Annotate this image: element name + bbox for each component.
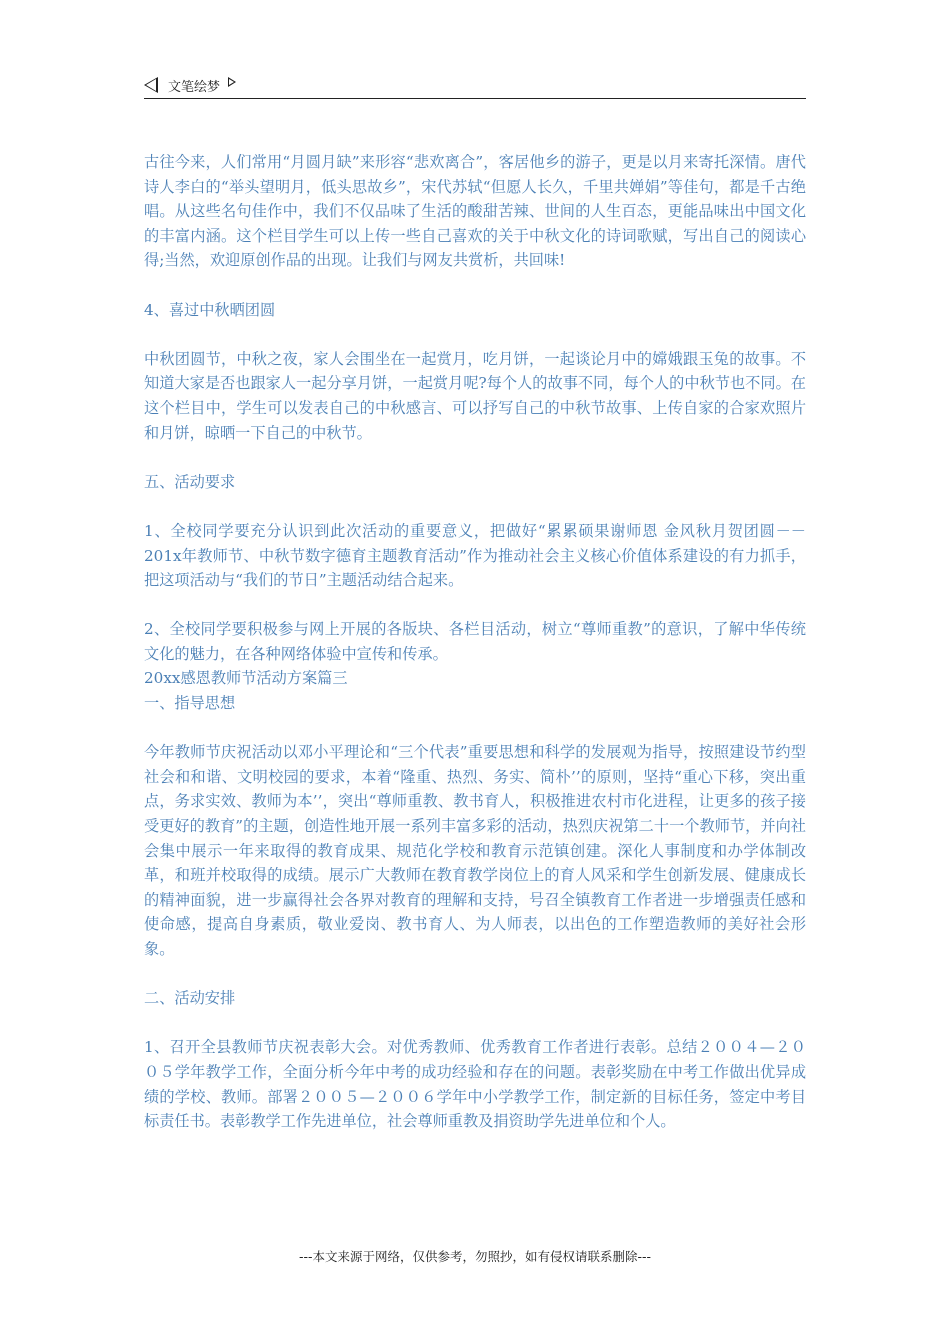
section-heading-arrangement: 二、活动安排: [144, 989, 236, 1008]
paragraph-requirement-1: 1、全校同学要充分认识到此次活动的重要意义，把做好“累累硕果谢师恩 金风秋月贺团圆－－201x年教师节、中秋节数字德育主题教育活动”作为推动社会主义核心价值体系建设的有力抓手，把这项活动与“我们的节日”主题活动结合起来。: [144, 521, 806, 590]
page-header: [144, 72, 806, 99]
header-title: 文笔绘梦: [168, 79, 221, 95]
document-body: [144, 150, 806, 1134]
paragraph-guiding: 今年教师节庆祝活动以邓小平理论和“三个代表”重要思想和科学的发展观为指导，按照建设节约型社会和和谐、文明校园的要求，本着“隆重、热烈、务实、简朴’’的原则，坚持“重心下移，突出重点，务求实效、教师为本’’，突出“尊师重教、教书育人，积极推进农村市化进程，让更多的孩子接受更好的教育”的主题，创造性地开展一系列丰富多彩的活动，热烈庆祝第二十一个教师节，并向社会集中展示一年来取得的教育成果、规范化学校和教育示范镇创建。深化人事制度和办学体制改革，和班并校取得的成绩。展示广大教师在教育教学岗位上的育人风采和学生创新发展、健康成长的精神面貌，进一步赢得社会各界对教育的理解和支持，号召全镇教育工作者进一步增强责任感和使命感，提高自身素质，敬业爱岗、教书育人、为人师表，以出色的工作塑造教师的美好社会形象。: [144, 743, 806, 958]
section-heading-guiding: 一、指导思想: [144, 694, 236, 713]
article-title: 20xx感恩教师节活动方案篇三: [144, 669, 348, 688]
triangle-right-icon: [228, 77, 236, 87]
paragraph-poetry: 古往今来，人们常用“月圆月缺”来形容“悲欢离合”，客居他乡的游子，更是以月来寄托深情。唐代诗人李白的“举头望明月，低头思故乡”，宋代苏轼“但愿人长久，千里共婵娟”等佳句，都是千古绝唱。从这些名句佳作中，我们不仅品味了生活的酸甜苦辣、世间的人生百态，更能品味出中国文化的丰富内涵。这个栏目学生可以上传一些自己喜欢的关于中秋文化的诗词歌赋，写出自己的阅读心得;当然，欢迎原创作品的出现。让我们与网友共赏析，共回味!: [144, 153, 806, 270]
footer-notice: ---本文来源于网络，仅供参考，勿照抄，如有侵权请联系删除---: [298, 1249, 652, 1264]
paragraph-requirement-2: 2、全校同学要积极参与网上开展的各版块、各栏目活动，树立“尊师重教”的意识，了解中华传统文化的魅力，在各种网络体验中宣传和传承。: [144, 620, 806, 663]
paragraph-arrangement-1: 1、召开全县教师节庆祝表彰大会。对优秀教师、优秀教育工作者进行表彰。总结２００４—２００５学年教学工作，全面分析今年中考的成功经验和存在的问题。表彰奖励在中考工作做出优异成绩的学校、教师。部署２００５—２００６学年中小学教学工作，制定新的目标任务，签定中考目标责任书。表彰教学工作先进单位，社会尊师重教及捐资助学先进单位和个人。: [144, 1038, 806, 1131]
triangle-left-icon: [144, 77, 158, 93]
paragraph-reunion: 中秋团圆节，中秋之夜，家人会围坐在一起赏月，吃月饼，一起谈论月中的嫦娥跟玉兔的故事。不知道大家是否也跟家人一起分享月饼，一起赏月呢?每个人的故事不同，每个人的中秋节也不同。在这个栏目中，学生可以发表自己的中秋感言、可以抒写自己的中秋节故事、上传自家的合家欢照片和月饼，晾晒一下自己的中秋节。: [144, 349, 806, 442]
section-heading-4: 4、喜过中秋晒团圆: [144, 300, 276, 319]
section-heading-requirements: 五、活动要求: [144, 472, 236, 491]
